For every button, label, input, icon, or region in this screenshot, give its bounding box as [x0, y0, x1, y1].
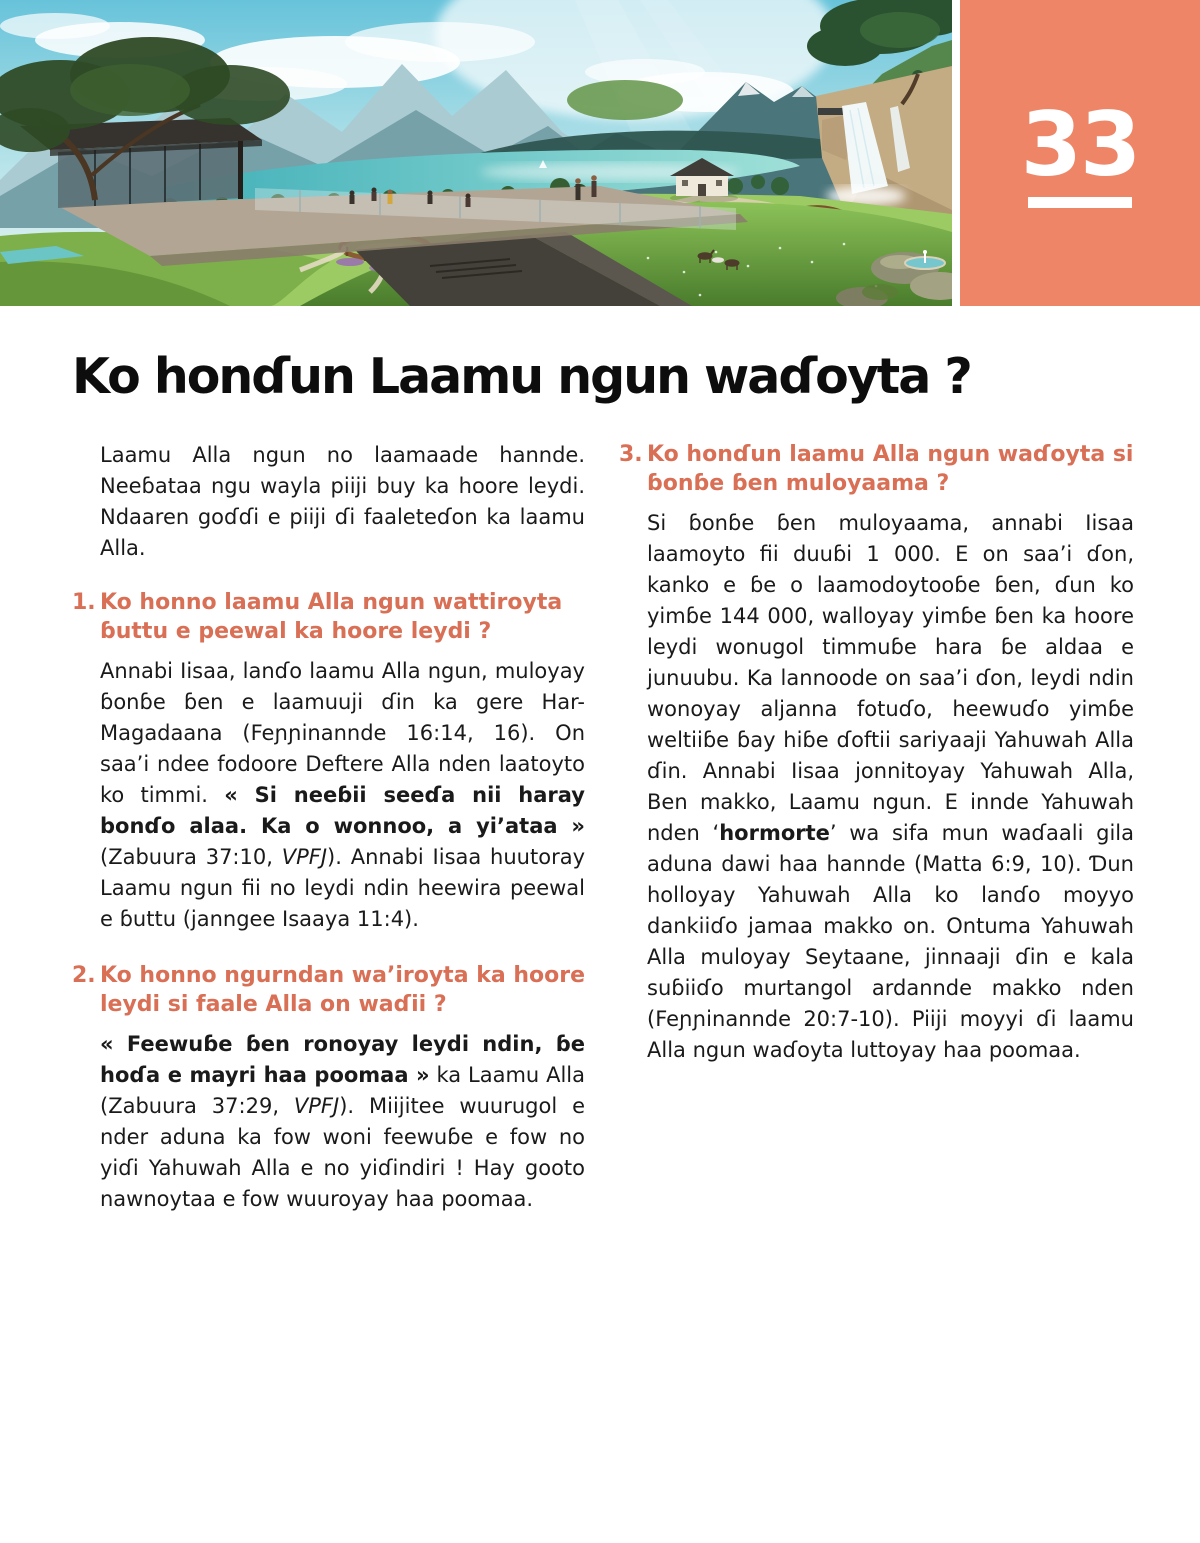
- question-heading: [72, 961, 585, 1019]
- intro-paragraph: Laamu Alla ngun no laamaade hannde. Neeɓataa ngu wayla piiji buy ka hoore leydi. Ndaaren goɗɗi e piiji ɗi faaleteɗon ka laamu Alla.: [100, 442, 585, 560]
- question-block-3: [619, 440, 1134, 1066]
- question-number: 1.: [72, 589, 96, 615]
- question-body: Si ɓonɓe ɓen muloyaama, annabi Iisaa laamoyto fii duuɓi 1 000. E on saa’i ɗon, kanko e ɓe o laamodoytooɓe ɓen, ɗun ko yimɓe 144 000, walloyay yimɓe ɓen ka hoore leydi wonugol timmuɓe hara ɓe aldaa e junuubu. Ka lannoode on saa’i ɗon, leydi ndin wonoyay aljanna fotuɗo, heewuɗo yimɓe weltiiɓe ɓay hiɓe ɗoftii sariyaaji Yahuwah Alla ɗin. Annabi Iisaa jonnitoyay Yahuwah Alla, Ben makko, Laamu ngun. E innde Yahuwah nden ‘hormorte’ wa sifa mun waɗaali gila aduna dawi haa hannde (Matta 6:9, 10). Ɗun holloyay Yahuwah Alla ko lanɗo moyyo dankiiɗo jamaa makko on. Ontuma Yahuwah Alla muloyay Seytaane, jinnaaji ɗin e kala suɓiiɗo murtangol ardannde makko nden (Feɲɲinannde 20:7-10). Piiji moyyi ɗi laamu Alla ngun waɗoyta luttoyay haa poomaa.: [647, 510, 1134, 1062]
- clifftop-house: [818, 108, 844, 115]
- content-columns: [72, 440, 1134, 1241]
- column-right: [619, 440, 1134, 1241]
- question-title: Ko honno laamu Alla ngun wattiroyta ɓuttu e peewal ka hoore leydi ?: [100, 589, 563, 644]
- question-number: 2.: [72, 962, 96, 988]
- question-body: Annabi Iisaa, lanɗo laamu Alla ngun, muloyay ɓonɓe ɓen e laamuuji ɗin ka gere Har-Magadaana (Feɲɲinannde 16:14, 16). On saa’i ndee fodoore Deftere Alla nden laatoyto ko timmi. « Si neeɓii seeɗa nii haray bonɗo alaa. Ka o wonnoo, a yi’ataa » (Zabuura 37:10, VPFJ). Annabi Iisaa huutoray Laamu ngun fii no leydi ndin heewira peewal e ɓuttu (janngee Isaaya 11:4).: [100, 658, 585, 931]
- question-title: Ko honɗun laamu Alla ngun waɗoyta si ɓonɓe ɓen muloyaama ?: [647, 441, 1134, 496]
- question-block-1: [72, 588, 585, 935]
- question-title: Ko honno ngurndan wa’iroyta ka hoore leydi si faale Alla on waɗii ?: [100, 962, 585, 1017]
- question-number: 3.: [619, 441, 643, 467]
- question-body: « Feewuɓe ɓen ronoyay leydi ndin, ɓe hoɗa e mayri haa poomaa » ka Laamu Alla (Zabuura 37:29, VPFJ). Miijitee wuurugol e nder aduna ka fow woni feewuɓe e fow no yiɗi Yahuwah Alla e no yiɗindiri ! Hay gooto nawnoytaa e fow wuuroyay haa poomaa.: [100, 1031, 585, 1211]
- question-heading: [619, 440, 1134, 498]
- hero-photo: [0, 0, 952, 306]
- chapter-underline: [1028, 197, 1132, 208]
- hero-row: [0, 0, 1200, 306]
- question-block-2: [72, 961, 585, 1215]
- question-heading: [72, 588, 585, 646]
- page-title: Ko honɗun Laamu ngun waɗoyta ?: [72, 348, 971, 405]
- column-left: [72, 440, 585, 1241]
- chapter-number: 33: [1020, 92, 1140, 196]
- chapter-badge: [960, 0, 1200, 306]
